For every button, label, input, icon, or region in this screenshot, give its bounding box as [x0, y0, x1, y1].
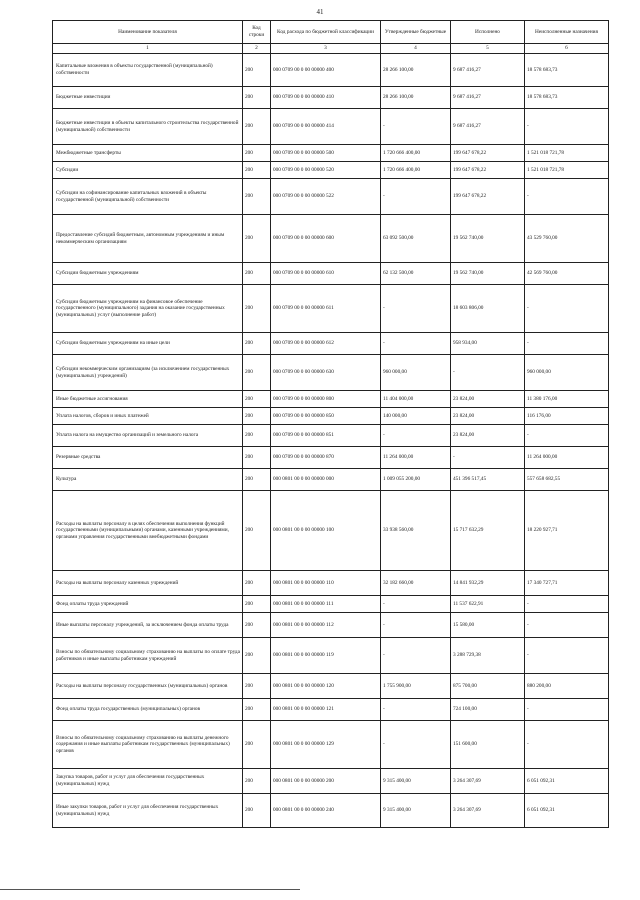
- header-line-code: Код строки: [243, 21, 271, 44]
- row-approved: 9 315 400,00: [381, 769, 451, 794]
- table-row: [53, 699, 609, 721]
- table-row: [53, 215, 609, 263]
- table-row: [53, 54, 609, 87]
- row-name: Фонд оплаты труда государственных (муниципальных) органов: [53, 699, 243, 721]
- row-executed: -: [451, 447, 525, 469]
- row-executed: 14 841 932,29: [451, 571, 525, 596]
- header-budget-code: Код расхода по бюджетной классификации: [271, 21, 381, 44]
- table-row: [53, 769, 609, 794]
- row-executed: 19 562 740,00: [451, 263, 525, 285]
- row-approved: -: [381, 721, 451, 769]
- table-row: [53, 674, 609, 699]
- row-budget-code: 000 0709 00 0 00 00000 611: [271, 285, 381, 333]
- row-approved: -: [381, 285, 451, 333]
- table-row: [53, 425, 609, 447]
- row-name: Предоставление субсидий бюджетным, автономным учреждениям и иным некоммерческим организациям: [53, 215, 243, 263]
- column-number: 6: [525, 44, 609, 54]
- row-executed: 19 562 740,00: [451, 215, 525, 263]
- row-unexecuted: 1 521 018 721,78: [525, 162, 609, 179]
- row-budget-code: 000 0709 00 0 00 00000 630: [271, 355, 381, 391]
- table-row: [53, 447, 609, 469]
- row-unexecuted: 42 569 760,00: [525, 263, 609, 285]
- row-executed: 9 687 416,27: [451, 54, 525, 87]
- row-budget-code: 000 0801 00 0 00 00000 129: [271, 721, 381, 769]
- row-unexecuted: -: [525, 333, 609, 355]
- row-executed: 15 580,00: [451, 613, 525, 638]
- row-budget-code: 000 0709 00 0 00 00000 414: [271, 109, 381, 145]
- row-approved: 28 266 100,00: [381, 54, 451, 87]
- column-number: 5: [451, 44, 525, 54]
- column-number: 4: [381, 44, 451, 54]
- row-approved: -: [381, 425, 451, 447]
- row-approved: 1 720 666 400,00: [381, 162, 451, 179]
- row-approved: 960 000,00: [381, 355, 451, 391]
- table-row: [53, 391, 609, 408]
- row-approved: -: [381, 638, 451, 674]
- row-unexecuted: 18 578 683,73: [525, 54, 609, 87]
- row-executed: 9 687 416,27: [451, 87, 525, 109]
- row-line-code: 200: [243, 162, 271, 179]
- row-executed: 18 603 806,00: [451, 285, 525, 333]
- row-approved: 33 938 560,00: [381, 491, 451, 571]
- row-line-code: 200: [243, 769, 271, 794]
- row-name: Субсидии: [53, 162, 243, 179]
- row-approved: 62 132 500,00: [381, 263, 451, 285]
- row-budget-code: 000 0801 00 0 00 00000 119: [271, 638, 381, 674]
- row-line-code: 200: [243, 333, 271, 355]
- row-name: Иные выплаты персоналу учреждений, за исключением фонда оплаты труда: [53, 613, 243, 638]
- row-budget-code: 000 0709 00 0 00 00000 500: [271, 145, 381, 162]
- row-budget-code: 000 0709 00 0 00 00000 410: [271, 87, 381, 109]
- row-line-code: 200: [243, 355, 271, 391]
- row-name: Расходы на выплаты персоналу в целях обеспечения выполнения функций государственными (муниципальными) органами, казенными учреждениями, органами управления государственными внебюджетными фондами: [53, 491, 243, 571]
- row-executed: 11 537 622,91: [451, 596, 525, 613]
- row-unexecuted: 880 200,00: [525, 674, 609, 699]
- row-executed: 23 824,00: [451, 408, 525, 425]
- row-unexecuted: 960 000,00: [525, 355, 609, 391]
- row-unexecuted: -: [525, 613, 609, 638]
- header-unexecuted: Неисполненные назначения: [525, 21, 609, 44]
- row-unexecuted: 43 529 760,00: [525, 215, 609, 263]
- row-executed: 15 717 632,29: [451, 491, 525, 571]
- row-executed: 875 700,00: [451, 674, 525, 699]
- row-line-code: 200: [243, 408, 271, 425]
- row-line-code: 200: [243, 145, 271, 162]
- row-name: Капитальные вложения в объекты государственной (муниципальной) собственности: [53, 54, 243, 87]
- row-budget-code: 000 0709 00 0 00 00000 850: [271, 408, 381, 425]
- row-name: Резервные средства: [53, 447, 243, 469]
- row-line-code: 200: [243, 447, 271, 469]
- row-budget-code: 000 0801 00 0 00 00000 111: [271, 596, 381, 613]
- row-line-code: 200: [243, 674, 271, 699]
- row-budget-code: 000 0801 00 0 00 00000 112: [271, 613, 381, 638]
- row-unexecuted: 18 578 683,73: [525, 87, 609, 109]
- row-budget-code: 000 0709 00 0 00 00000 600: [271, 215, 381, 263]
- column-number: 3: [271, 44, 381, 54]
- header-indicator-name: Наименование показателя: [53, 21, 243, 44]
- row-approved: 140 000,00: [381, 408, 451, 425]
- row-name: Уплата налога на имущество организаций и земельного налога: [53, 425, 243, 447]
- row-budget-code: 000 0709 00 0 00 00000 520: [271, 162, 381, 179]
- row-line-code: 200: [243, 87, 271, 109]
- row-budget-code: 000 0801 00 0 00 00000 200: [271, 769, 381, 794]
- row-line-code: 200: [243, 109, 271, 145]
- row-name: Субсидии бюджетным учреждениям на финансовое обеспечение государственного (муниципального) задания на оказание государственных (муниципальных) услуг (выполнение работ): [53, 285, 243, 333]
- row-approved: -: [381, 613, 451, 638]
- row-line-code: 200: [243, 794, 271, 828]
- header-approved: Утвержденные бюджетные: [381, 21, 451, 44]
- table-row: [53, 491, 609, 571]
- row-unexecuted: 6 051 092,31: [525, 794, 609, 828]
- row-executed: 3 264 307,69: [451, 794, 525, 828]
- row-budget-code: 000 0801 00 0 00 00000 120: [271, 674, 381, 699]
- row-name: Расходы на выплаты персоналу государственных (муниципальных) органов: [53, 674, 243, 699]
- row-approved: 1 755 900,00: [381, 674, 451, 699]
- page-number: 41: [316, 8, 324, 16]
- table-body: [53, 54, 609, 828]
- row-unexecuted: 557 658 682,55: [525, 469, 609, 491]
- table-row: [53, 469, 609, 491]
- row-executed: 23 824,00: [451, 425, 525, 447]
- row-budget-code: 000 0801 00 0 00 00000 000: [271, 469, 381, 491]
- table-row: [53, 571, 609, 596]
- row-unexecuted: 17 340 727,71: [525, 571, 609, 596]
- row-approved: 11 264 000,00: [381, 447, 451, 469]
- column-number-row: [53, 44, 609, 54]
- row-name: Субсидии бюджетным учреждениям на иные цели: [53, 333, 243, 355]
- row-approved: -: [381, 179, 451, 215]
- row-budget-code: 000 0801 00 0 00 00000 100: [271, 491, 381, 571]
- row-executed: -: [451, 355, 525, 391]
- row-unexecuted: 18 220 927,71: [525, 491, 609, 571]
- row-line-code: 200: [243, 391, 271, 408]
- row-budget-code: 000 0801 00 0 00 00000 121: [271, 699, 381, 721]
- row-line-code: 200: [243, 638, 271, 674]
- row-approved: -: [381, 333, 451, 355]
- row-line-code: 200: [243, 263, 271, 285]
- table-row: [53, 333, 609, 355]
- row-executed: 958 934,00: [451, 333, 525, 355]
- row-budget-code: 000 0709 00 0 00 00000 800: [271, 391, 381, 408]
- row-executed: 724 100,00: [451, 699, 525, 721]
- row-unexecuted: -: [525, 638, 609, 674]
- row-unexecuted: -: [525, 285, 609, 333]
- row-budget-code: 000 0709 00 0 00 00000 870: [271, 447, 381, 469]
- row-executed: 451 396 517,45: [451, 469, 525, 491]
- table-header: [53, 21, 609, 54]
- row-approved: 9 315 400,00: [381, 794, 451, 828]
- row-unexecuted: 11 380 176,00: [525, 391, 609, 408]
- row-name: Субсидии некоммерческим организациям (за исключением государственных (муниципальных) учреждений): [53, 355, 243, 391]
- row-name: Фонд оплаты труда учреждений: [53, 596, 243, 613]
- row-name: Иные бюджетные ассигнования: [53, 391, 243, 408]
- row-unexecuted: 1 521 018 721,78: [525, 145, 609, 162]
- row-budget-code: 000 0801 00 0 00 00000 240: [271, 794, 381, 828]
- row-line-code: 200: [243, 179, 271, 215]
- row-unexecuted: 11 264 000,00: [525, 447, 609, 469]
- row-line-code: 200: [243, 699, 271, 721]
- row-line-code: 200: [243, 285, 271, 333]
- row-executed: 9 687 416,27: [451, 109, 525, 145]
- row-approved: 1 009 055 200,00: [381, 469, 451, 491]
- row-budget-code: 000 0709 00 0 00 00000 612: [271, 333, 381, 355]
- row-line-code: 200: [243, 491, 271, 571]
- row-line-code: 200: [243, 54, 271, 87]
- row-budget-code: 000 0801 00 0 00 00000 110: [271, 571, 381, 596]
- row-name: Субсидии на софинансирование капитальных вложений в объекты государственной (муниципальной) собственности: [53, 179, 243, 215]
- row-name: Уплата налогов, сборов и иных платежей: [53, 408, 243, 425]
- table-row: [53, 145, 609, 162]
- row-executed: 3 288 729,38: [451, 638, 525, 674]
- table-row: [53, 408, 609, 425]
- row-executed: 23 824,00: [451, 391, 525, 408]
- table-row: [53, 263, 609, 285]
- row-approved: -: [381, 109, 451, 145]
- row-line-code: 200: [243, 215, 271, 263]
- row-executed: 199 647 678,22: [451, 145, 525, 162]
- row-name: Взносы по обязательному социальному страхованию на выплаты денежного содержания и иные выплаты работникам государственных (муниципальных) органов: [53, 721, 243, 769]
- row-executed: 199 647 678,22: [451, 162, 525, 179]
- row-budget-code: 000 0709 00 0 00 00000 400: [271, 54, 381, 87]
- table-row: [53, 613, 609, 638]
- row-approved: 28 266 100,00: [381, 87, 451, 109]
- column-number: 1: [53, 44, 243, 54]
- row-line-code: 200: [243, 613, 271, 638]
- row-name: Расходы на выплаты персоналу казенных учреждений: [53, 571, 243, 596]
- row-approved: 32 182 660,00: [381, 571, 451, 596]
- row-approved: -: [381, 596, 451, 613]
- table-row: [53, 162, 609, 179]
- table-row: [53, 285, 609, 333]
- row-name: Культура: [53, 469, 243, 491]
- row-name: Иные закупки товаров, работ и услуг для обеспечения государственных (муниципальных) нужд: [53, 794, 243, 828]
- table-row: [53, 87, 609, 109]
- row-name: Бюджетные инвестиции в объекты капитального строительства государственной (муниципальной) собственности: [53, 109, 243, 145]
- row-unexecuted: -: [525, 699, 609, 721]
- row-approved: -: [381, 699, 451, 721]
- row-line-code: 200: [243, 596, 271, 613]
- row-unexecuted: -: [525, 109, 609, 145]
- footer-rule: [0, 889, 300, 890]
- row-unexecuted: 116 176,00: [525, 408, 609, 425]
- row-unexecuted: 6 051 092,31: [525, 769, 609, 794]
- row-name: Взносы по обязательному социальному страхованию на выплаты по оплате труда работников и иные выплаты работникам учреждений: [53, 638, 243, 674]
- table-row: [53, 638, 609, 674]
- row-approved: 11 404 000,00: [381, 391, 451, 408]
- row-line-code: 200: [243, 469, 271, 491]
- row-approved: 1 720 666 400,00: [381, 145, 451, 162]
- row-name: Субсидии бюджетным учреждениям: [53, 263, 243, 285]
- table-row: [53, 596, 609, 613]
- row-unexecuted: -: [525, 721, 609, 769]
- row-unexecuted: -: [525, 179, 609, 215]
- row-executed: 199 647 678,22: [451, 179, 525, 215]
- row-name: Бюджетные инвестиции: [53, 87, 243, 109]
- table-row: [53, 721, 609, 769]
- expenditure-table: [52, 20, 609, 828]
- column-number: 2: [243, 44, 271, 54]
- row-executed: 151 600,00: [451, 721, 525, 769]
- table-row: [53, 109, 609, 145]
- row-approved: 63 092 500,00: [381, 215, 451, 263]
- row-unexecuted: -: [525, 596, 609, 613]
- row-name: Закупка товаров, работ и услуг для обеспечения государственных (муниципальных) нужд: [53, 769, 243, 794]
- table-row: [53, 794, 609, 828]
- row-line-code: 200: [243, 425, 271, 447]
- row-budget-code: 000 0709 00 0 00 00000 851: [271, 425, 381, 447]
- row-unexecuted: -: [525, 425, 609, 447]
- header-executed: Исполнено: [451, 21, 525, 44]
- table-row: [53, 355, 609, 391]
- row-budget-code: 000 0709 00 0 00 00000 522: [271, 179, 381, 215]
- row-line-code: 200: [243, 571, 271, 596]
- header-row: [53, 21, 609, 44]
- row-executed: 3 264 307,69: [451, 769, 525, 794]
- row-name: Межбюджетные трансферты: [53, 145, 243, 162]
- table-row: [53, 179, 609, 215]
- row-line-code: 200: [243, 721, 271, 769]
- row-budget-code: 000 0709 00 0 00 00000 610: [271, 263, 381, 285]
